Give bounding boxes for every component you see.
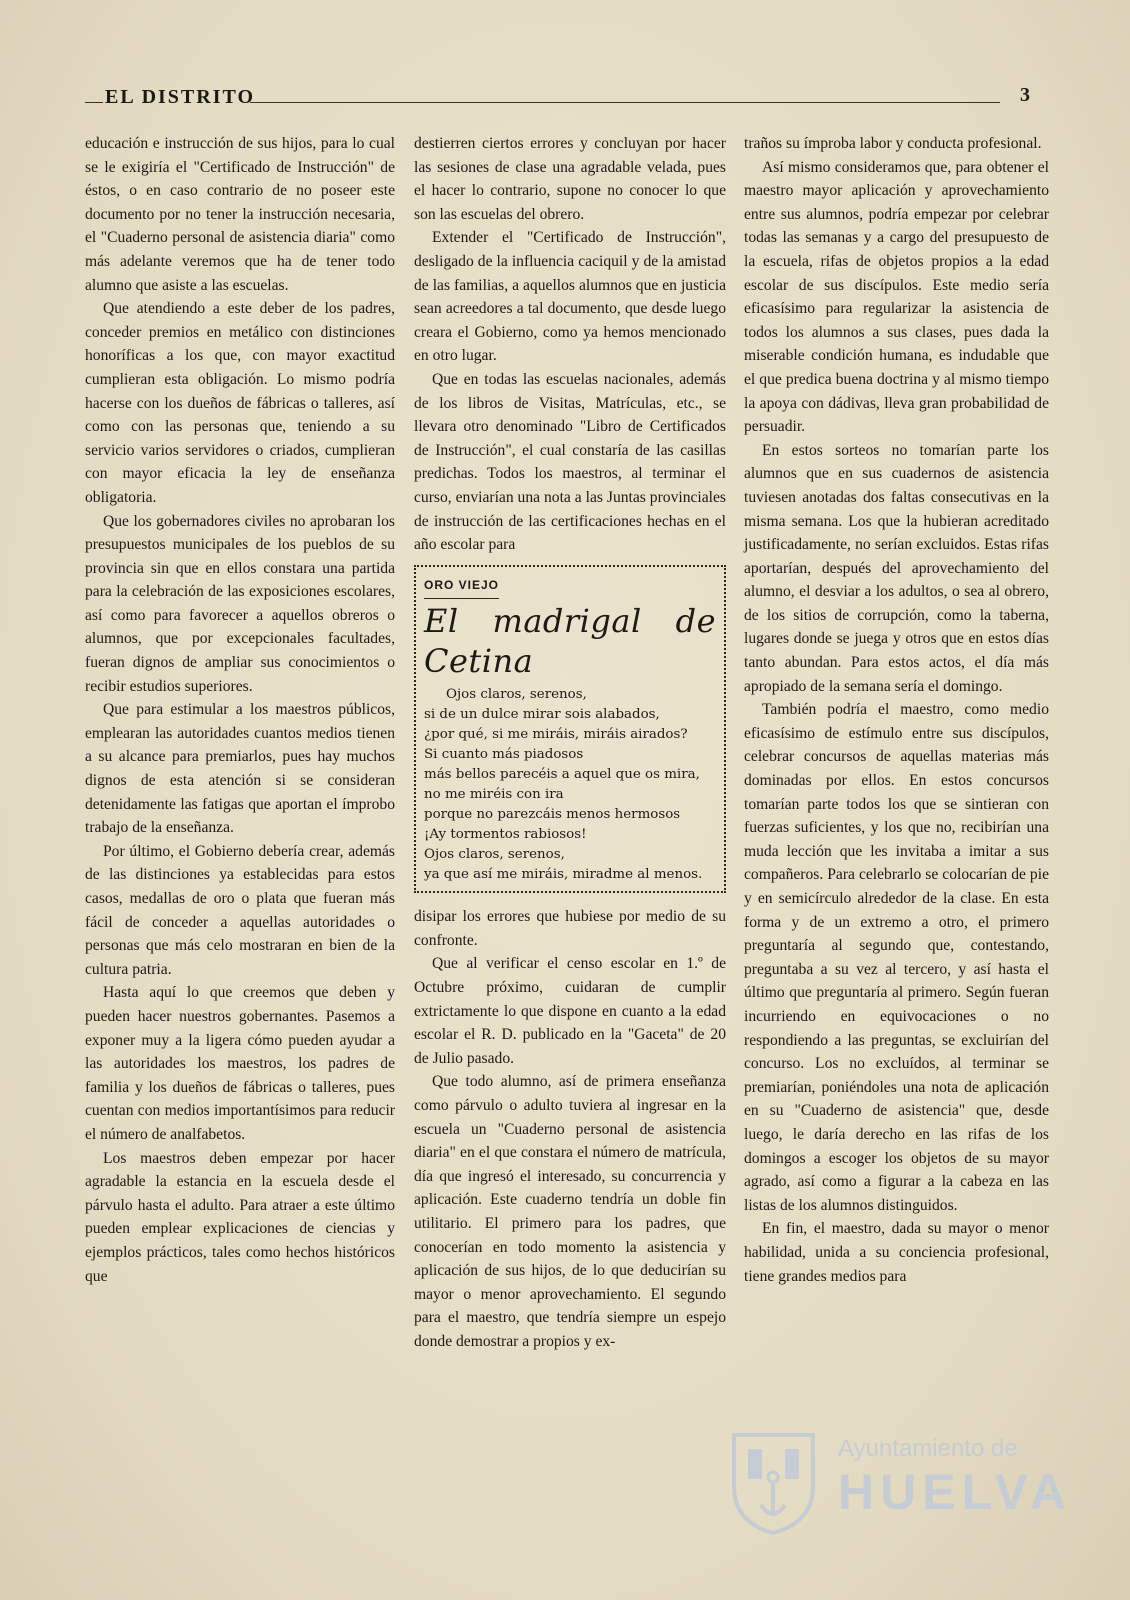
paragraph: Por último, el Gobierno debería crear, además de las distinciones ya establecidas para estos casos, medallas de oro o plata que fueran más fácil de conceder a aquellas autoridades o personas que más celo mostraran en bien de la cultura patria.: [85, 842, 395, 978]
poem-section-label: ORO VIEJO: [424, 574, 499, 600]
poem-line: Si cuanto más piadosos: [424, 747, 584, 763]
poem-line: ya que así me miráis, miradme al menos.: [424, 867, 703, 883]
paragraph: Que atendiendo a este deber de los padres, conceder premios en metálico con distinciones honoríficas a los que, con mayor exactitud cumplieran esta obligación. Lo mismo podría hacerse con los dueños de fábricas o talleres, así como con las personas que, teniendo a su servicio varios servidores o criados, cumplieran con mayor eficacia la ley de enseñanza obligatoria.: [85, 300, 395, 506]
column-3: [744, 132, 1049, 1288]
poem-line: Ojos claros, serenos,: [446, 687, 587, 703]
header-rule-left: [85, 102, 103, 103]
paragraph: traños su ímproba labor y conducta profesional.: [744, 135, 1042, 152]
paragraph: También podría el maestro, como medio eficasísimo de estímulo entre sus discípulos, celebrar concursos de aquellas materias más dominadas por ellos. En estos concursos tomarían parte todos los que se sintieran con fuerzas suficientes, y los que no, recibirían una muda lección que les invitaba a imitar a sus compañeros. Para celebrarlo se colocarían de pie y en semicírculo alrededor de la clase. En esta forma y de un extremo a otro, el primero preguntaría al segundo que, contestando, preguntaba a su vez al tercero, y así hasta el último que preguntaría al primero. Según fueran incurriendo en equivocaciones o no respondiendo a las preguntas, se excluirían del concurso. Los no excluídos, al terminar se premiarían, poniéndoles una nota de aplicación en su "Cuaderno de asistencia" que, desde luego, le daría derecho en las rifas de los domingos a escoger los objetos de su mayor agrado, así como a figurar a la cabeza en las listas de los alumnos distinguidos.: [744, 701, 1049, 1214]
paragraph: disipar los errores que hubiese por medio de su confronte.: [414, 908, 726, 949]
column-2: [414, 132, 726, 1354]
poem-line: si de un dulce mirar sois alabados,: [424, 707, 660, 723]
poem-title: El madrigal de Cetina: [424, 602, 716, 681]
paragraph: Que todo alumno, así de primera enseñanza como párvulo o adulto tuviera al ingresar en la escuela un "Cuaderno personal de asistencia diaria" en el que constara el número de matrícula, día que ingresó el interesado, su concurrencia y aplicación. Este cuaderno tendría un doble fin utilitario. El primero para los padres, que conocerían en todo momento la asistencia y aplicación de sus hijos, de lo que deducirían su mayor o menor aprovechamiento. El segundo para el maestro, que tendría siempre un espejo donde demostrar a propios y ex-: [414, 1073, 726, 1350]
paragraph: educación e instrucción de sus hijos, para lo cual se le exigiría el "Certificado de Instrucción" de éstos, o en caso contrario de no poseer este documento por no tener la instrucción necesaria, el "Cuaderno personal de asistencia diaria" como más adelante veremos que ha de tener todo alumno que asiste a las escuelas.: [85, 135, 395, 294]
paragraph: Que los gobernadores civiles no aprobaran los presupuestos municipales de los pueblos de su provincia sin que en ellos constara una partida para la celebración de las exposiciones escolares, así como para favorecer a aquellos obreros o alumnos, que por excepcionales facultades, fueran dignos de ampliar sus conocimientos o recibir estudios superiores.: [85, 512, 395, 695]
poem-line: ¡Ay tormentos rabiosos!: [424, 827, 587, 843]
watermark-line-1: Ayuntamiento de: [838, 1435, 1018, 1462]
poem-line: más bellos parecéis a aquel que os mira,: [424, 767, 700, 783]
paragraph: destierren ciertos errores y concluyan por hacer las sesiones de clase una agradable velada, pues el hacer lo contrario, supone no conocer lo que son las escuelas del obrero.: [414, 135, 726, 223]
watermark-line-2: HUELVA: [838, 1464, 1073, 1520]
poem-line: Ojos claros, serenos,: [424, 847, 565, 863]
header-rule: [250, 102, 1000, 103]
paragraph: En estos sorteos no tomarían parte los alumnos que en sus cuadernos de asistencia tuviesen anotadas dos faltas consecutivas en la misma semana. Los que la hubieran acreditado justificadamente, no serían excluidos. Estas rifas aportarían, después del aprovechamiento del alumno, el desviar a los adultos, o sea al obrero, de los sitios de corrupción, como la taberna, lugares donde se juega y otros que en estos días tanto abundan. Para estos actos, el día más apropiado de la semana sería el domingo.: [744, 441, 1049, 695]
poem-line: porque no parezcáis menos hermosos: [424, 807, 681, 823]
paragraph: Así mismo consideramos que, para obtener el maestro mayor aplicación y aprovechamiento entre sus alumnos, podría empezar por celebrar todas las semanas y a cargo del presupuesto de la escuela, rifas de objetos propios a la edad escolar de sus discípulos. Este medio sería eficasísimo para regularizar la asistencia de todos los alumnos a sus clases, pues dada la miserable condición humana, es indudable que el que predica buena doctrina y al mismo tiempo la apoya con dádivas, lleva gran probabilidad de persuadir.: [744, 158, 1049, 436]
page-header: [85, 84, 1030, 114]
paragraph: Que en todas las escuelas nacionales, además de los libros de Visitas, Matrículas, etc., se llevara otro denominado "Libro de Certificados de Instrucción", el cual constaría de las casillas predichas. Todos los maestros, al terminar el curso, enviarían una nota a las Juntas provinciales de instrucción de las certificaciones hechas en el año escolar para: [414, 370, 726, 554]
paragraph: Que al verificar el censo escolar en 1.º de Octubre próximo, cuidaran de cumplir extrictamente lo que dispone en cuanto a la edad escolar el R. D. publicado en la "Gaceta" de 20 de Julio pasado.: [414, 955, 726, 1067]
page-number: 3: [1020, 84, 1030, 106]
newspaper-title: EL DISTRITO: [105, 86, 256, 108]
paragraph: En fin, el maestro, dada su mayor o menor habilidad, unida a su conciencia profesional, tiene grandes medios para: [744, 1220, 1049, 1285]
ayuntamiento-watermark: [718, 1417, 1073, 1547]
paragraph: Hasta aquí lo que creemos que deben y pueden hacer nuestros gobernantes. Pasemos a exponer muy a la ligera cómo pueden ayudar a las autoridades los maestros, los padres de familia y los dueños de fábricas o talleres, pues cuentan con medios importantísimos para reducir el número de analfabetos.: [85, 984, 395, 1143]
poem-box: [414, 565, 726, 894]
coat-of-arms-icon: [726, 1427, 821, 1537]
poem-line: ¿por qué, si me miráis, miráis airados?: [424, 727, 688, 743]
paragraph: Los maestros deben empezar por hacer agradable la estancia en la escuela desde el párvulo hasta el adulto. Para atraer a este último pueden emplear explicaciones de ciencias y ejemplos prácticos, tales como hechos históricos que: [85, 1149, 395, 1285]
paragraph: Extender el "Certificado de Instrucción", desligado de la influencia caciquil y de la amistad de las familias, a aquellos alumnos que en justicia sean acreedores a tal documento, que desde luego creara el Gobierno, como ya hemos mencionado en otro lugar.: [414, 229, 726, 365]
poem-line: no me miréis con ira: [424, 787, 564, 803]
paragraph: Que para estimular a los maestros públicos, emplearan las autoridades cuantos medios tienen a su alcance para premiarlos, pues hay muchos dignos de esta atención si se consideran detenidamente las fatigas que aportan el ímprobo trabajo de la enseñanza.: [85, 701, 395, 837]
column-1: [85, 132, 395, 1288]
